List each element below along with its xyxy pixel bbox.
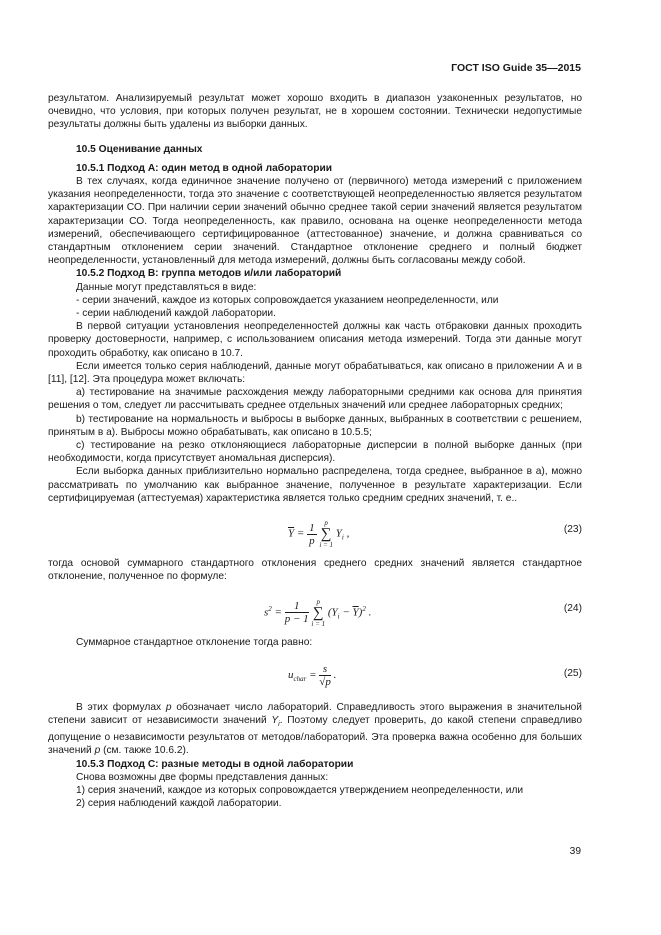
list-item: - серии значений, каждое из которых сопровождается указанием неопределенности, или — [76, 294, 499, 306]
formula-23-expression: $\overline{Y}$ = $\frac{1}{p}$ p ∑ i = 1 $Y_i$ , — [288, 519, 350, 550]
subsection-heading-10-5-2: 10.5.2 Подход В: группа методов и/или лабораторий — [76, 268, 342, 280]
list-item: 1) серия значений, каждое из которых сопровождается утверждением неопределенности, или — [76, 784, 524, 796]
formula-25-expression: $u_{char}$ = $\frac{s}{√p}$ . — [288, 662, 337, 688]
formula-24 — [48, 590, 582, 630]
paragraph: Суммарное стандартное отклонение тогда равно: — [76, 636, 313, 648]
paragraph: Если имеется только серия наблюдений, данные могут обрабатываться, как описано в приложении А и в [11], [12]. Эта процедура может включать: — [48, 360, 582, 386]
paragraph: результатом. Анализируемый результат может хорошо входить в диапазон узаконенных результатов, но очевидно, что условия, при которых получен результат, не в хорошем состоянии. Технически недопустимые результаты должны быть удалены из выборки данных. — [48, 93, 582, 131]
paragraph: В первой ситуации установления неопределенностей должны как часть отбраковки данных проходить проверку достоверности, например, с использованием описания метода измерений. Тогда эти данные могут проходить обработку, как описано в 10.7. — [48, 321, 582, 359]
formula-24-expression: $s^2$ = $\frac{1}{p - 1}$ p ∑ i = 1 $(Y_i - \overline{Y})^2$ . — [264, 597, 372, 628]
list-item: b) тестирование на нормальность и выбросы в выборке данных, выбранных в соответствии с решением, принятым в а). Выбросы можно обрабатывать, как описано в 10.5.5; — [48, 413, 582, 438]
equation-number: (25) — [563, 667, 582, 679]
subsection-heading-10-5-3: 10.5.3 Подход С: разные методы в одной лаборатории — [76, 758, 354, 770]
subsection-heading-10-5-1: 10.5.1 Подход А: один метод в одной лаборатории — [76, 162, 333, 174]
document-header: ГОСТ ISO Guide 35—2015 — [451, 62, 581, 74]
formula-23 — [48, 511, 582, 551]
paragraph: Если выборка данных приблизительно нормально распределена, тогда среднее, выбранное в а), можно рассматривать по умолчанию как выбранное значение, полученное в результате характеризации. Если сертифицируемая (аттестуемая) характеристика является только средним средних значений, т. е.. — [48, 466, 582, 504]
list-item: c) тестирование на резко отклоняющиеся лабораторные дисперсии в полной выборке данных (при необходимости, когда присутствует аномальная дисперсия). — [48, 440, 582, 465]
page-number: 39 — [569, 846, 581, 857]
section-heading-10-5: 10.5 Оценивание данных — [76, 143, 203, 155]
equation-number: (23) — [563, 524, 582, 536]
paragraph: тогда основой суммарного стандартного отклонения среднего средних значений является стандартное отклонение, полученное по формуле: — [48, 558, 582, 583]
paragraph: Снова возможны две формы представления данных: — [76, 771, 329, 783]
paragraph: В тех случаях, когда единичное значение получено от (первичного) метода измерений с приложением указания неопределенности, тогда это значение с соответствующей неопределенностью является результатом характеризации СО. При наличии серии значений обычно среднее такой серии значений является результатом характеризации СО. Тогда неопределенность, как правило, основана на оценке неопределенности метода измерений, обеспечивающего сертифицированное (аттестованное) значение, и должна сравниваться со стандартным отклонением серии значений. Стандартное отклонение среднего и полный бюджет неопределенности, установленный для метода измерений, должны быть согласованы между собой. — [48, 176, 582, 267]
document-body — [48, 92, 582, 810]
list-item: a) тестирование на значимые расхождения между лабораторными средними как основа для принятия решения о том, следует ли рассчитывать среднее отдельных значений или среднее лабораторных средних; — [48, 387, 582, 412]
list-item: - серии наблюдений каждой лаборатории. — [76, 308, 276, 320]
paragraph: Данные могут представляться в виде: — [76, 281, 257, 293]
paragraph: В этих формулах p обозначает число лабораторий. Справедливость этого выражения в значительной степени зависит от независимости значений $Y_i$. Поэтому следует проверить, до какой степени справедливо допущение о независимости результатов от методов/лабораторий. Эта проверка важна особенно для больших значений p (см. также 10.6.2). — [48, 701, 583, 757]
list-item: 2) серия наблюдений каждой лаборатории. — [76, 798, 282, 810]
equation-number: (24) — [563, 602, 582, 614]
formula-25 — [48, 655, 582, 695]
